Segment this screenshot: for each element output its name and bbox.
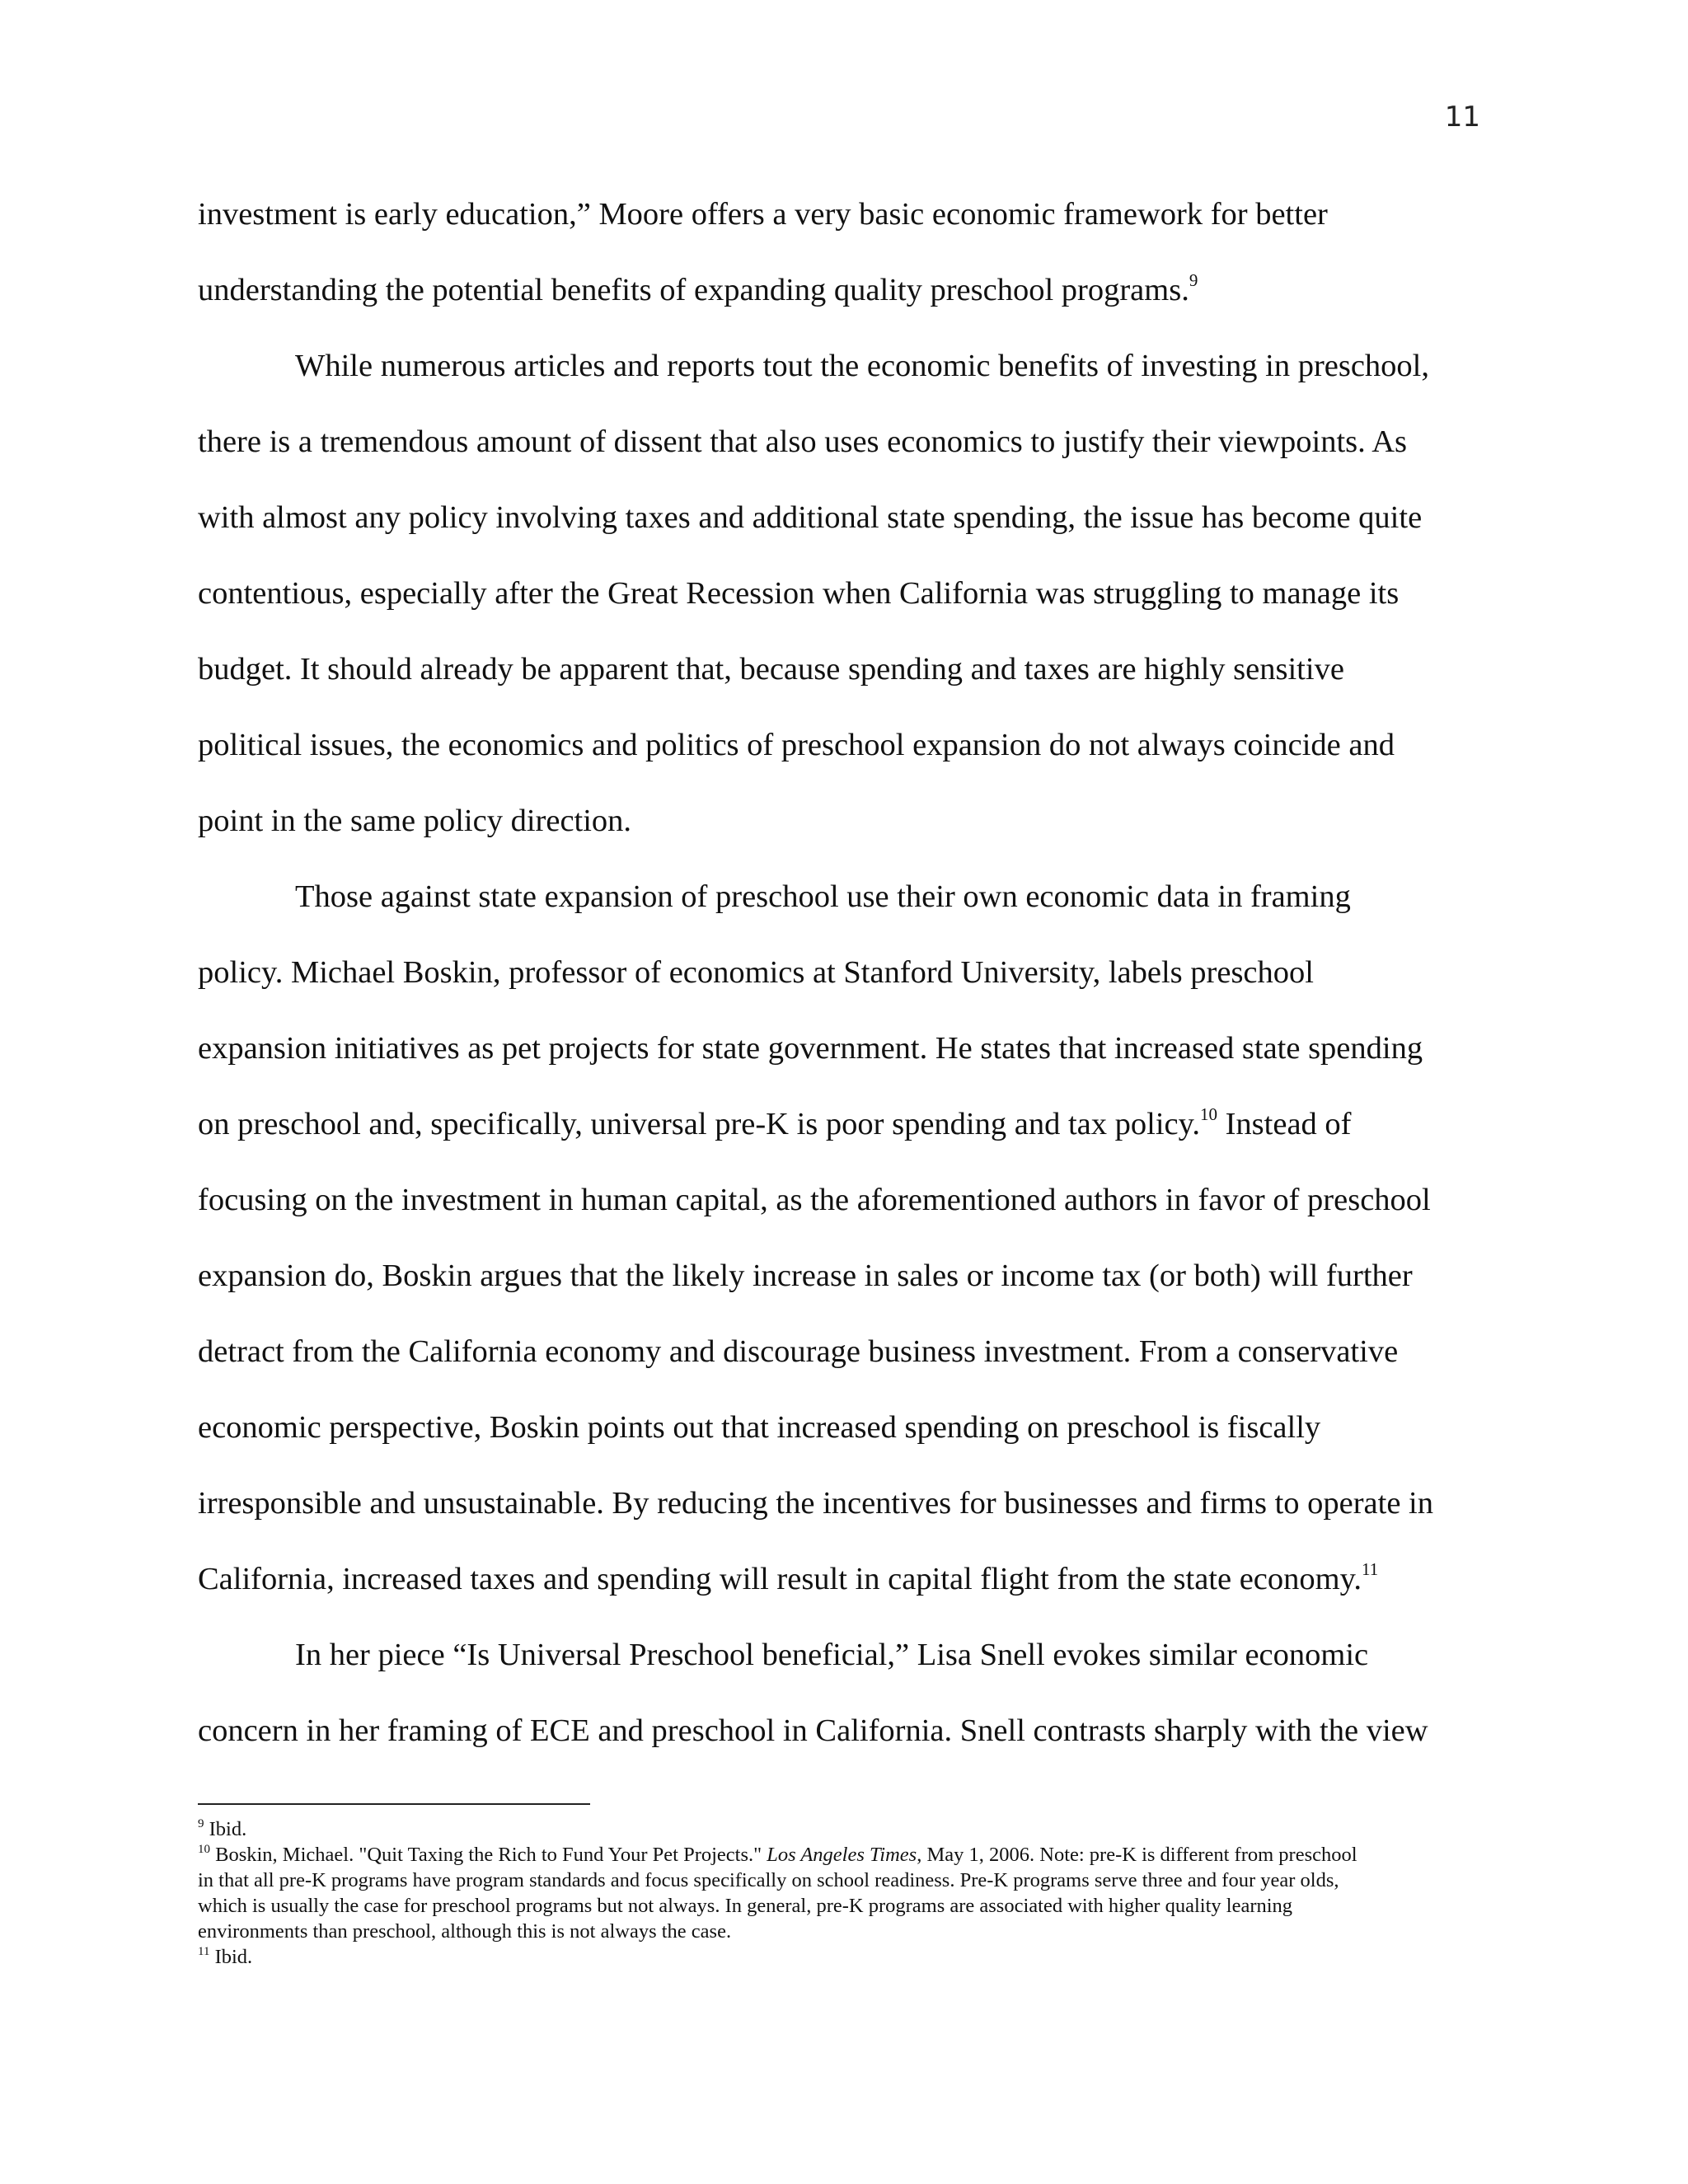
text-line: expansion initiatives as pet projects for state government. He states that increased state spending [198,1031,1423,1066]
text-line: investment is early education,” Moore offers a very basic economic framework for better [198,197,1328,232]
text-line: concern in her framing of ECE and preschool in California. Snell contrasts sharply with the view [198,1713,1428,1748]
text-line: focusing on the investment in human capital, as the aforementioned authors in favor of preschool [198,1183,1431,1217]
text-line: with almost any policy involving taxes and additional state spending, the issue has become quite [198,500,1423,535]
text-line: policy. Michael Boskin, professor of economics at Stanford University, labels preschool [198,955,1314,990]
text-line: political issues, the economics and politics of preschool expansion do not always coincide and [198,728,1395,762]
text-line: budget. It should already be apparent that, because spending and taxes are highly sensitive [198,652,1344,687]
footnote-10-line: environments than preschool, although this is not always the case. [198,1920,732,1943]
footnote-ref-10[interactable]: 10 [1199,1104,1217,1124]
text-line: California, increased taxes and spending will result in capital flight from the state economy.$^{11}$ [198,1559,1379,1596]
footnote-10: $^{10}$ Boskin, Michael. "Quit Taxing the Rich to Fund Your Pet Projects." Los Angeles Times, May 1, 2006. Note: pre-K is different from preschool [198,1843,1357,1866]
text-line: understanding the potential benefits of expanding quality preschool programs.$^9$ [198,270,1198,307]
footnote-10-line: in that all pre-K programs have program standards and focus specifically on school readiness. Pre-K programs serve three and four year olds, [198,1869,1339,1891]
text-line: there is a tremendous amount of dissent that also uses economics to justify their viewpoints. As [198,424,1408,459]
page-number: 11 [1444,101,1480,134]
text-line: While numerous articles and reports tout the economic benefits of investing in preschool, [295,349,1429,383]
text-line: detract from the California economy and discourage business investment. From a conservative [198,1334,1399,1369]
text-line: on preschool and, specifically, universal pre-K is poor spending and tax policy.$^{10}$ Instead of [198,1104,1352,1141]
text-line: In her piece “Is Universal Preschool beneficial,” Lisa Snell evokes similar economic [295,1638,1369,1672]
text-line: contentious, especially after the Great Recession when California was struggling to manage its [198,576,1400,611]
footnote-9: $^9$ Ibid. [198,1817,247,1840]
footnote-11: $^{11}$ Ibid. [198,1945,253,1968]
text-line: point in the same policy direction. [198,804,632,838]
footnote-10-line: which is usually the case for preschool programs but not always. In general, pre-K programs are associated with higher quality learning [198,1895,1293,1917]
text-line: irresponsible and unsustainable. By reducing the incentives for businesses and firms to operate in [198,1486,1433,1521]
publication-title: Los Angeles Times [767,1844,917,1866]
footnote-ref-11[interactable]: 11 [1361,1559,1379,1579]
text-line: Those against state expansion of preschool use their own economic data in framing [295,879,1351,914]
text-line: expansion do, Boskin argues that the likely increase in sales or income tax (or both) will further [198,1258,1413,1293]
footnote-separator [198,1803,590,1805]
text-line: economic perspective, Boskin points out that increased spending on preschool is fiscally [198,1410,1321,1445]
footnote-ref-9[interactable]: 9 [1189,270,1198,290]
